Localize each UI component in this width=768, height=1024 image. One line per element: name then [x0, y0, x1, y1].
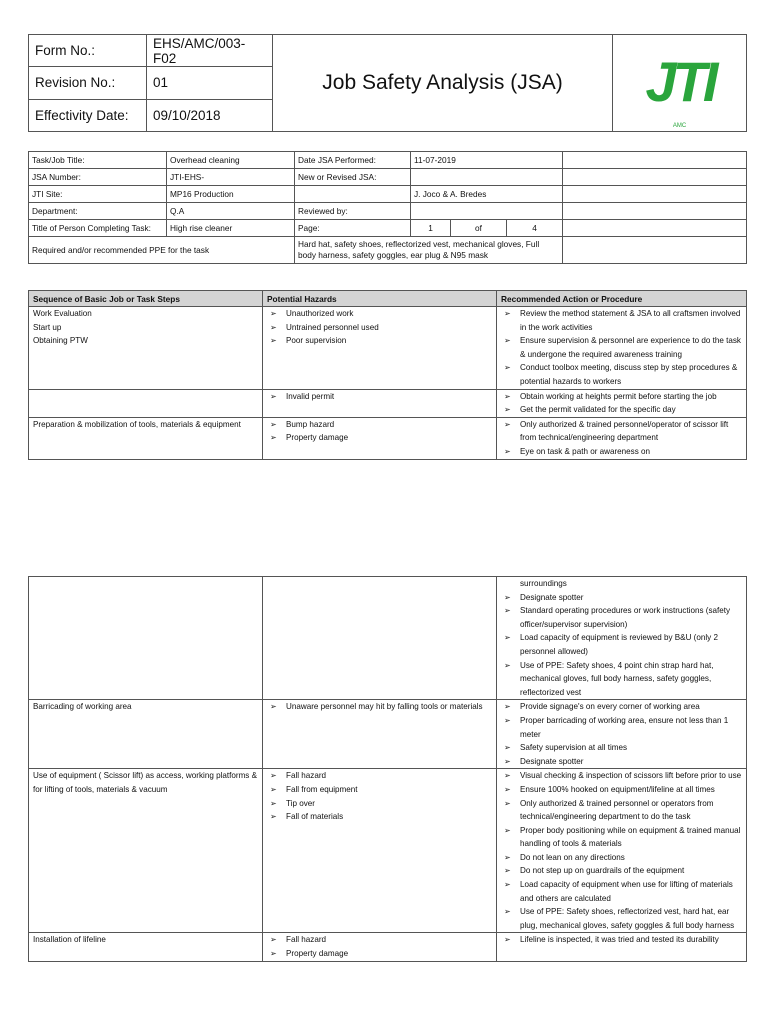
hazard-item-list — [267, 700, 492, 714]
blank-cell — [563, 186, 747, 203]
action-item: ➢ Review the method statement & JSA to all craftsmen involved in the work activities — [501, 307, 742, 334]
hazard-table-2 — [28, 576, 747, 962]
table-row — [29, 307, 747, 390]
task-step: Obtaining PTW — [33, 336, 88, 346]
hazard-cell — [263, 307, 497, 390]
task-title-label: Task/Job Title: — [29, 152, 167, 169]
blank-cell — [563, 203, 747, 220]
action-item-list — [501, 390, 742, 417]
table-row — [29, 769, 747, 933]
hazard-item: ➢ Bump hazard — [267, 418, 492, 432]
task-step: Barricading of working area — [33, 702, 132, 712]
blank-cell — [295, 186, 411, 203]
action-item: ➢ Load capacity of equipment is reviewed by B&U (only 2 personnel allowed) — [501, 631, 742, 658]
ppe-value: Hard hat, safety shoes, reflectorized vest, mechanical gloves, Full body harness, safety goggles, ear plug & N95 mask — [295, 237, 563, 264]
col-header-steps: Sequence of Basic Job or Task Steps — [29, 291, 263, 307]
blank-cell — [563, 169, 747, 186]
action-item: ➢ Lifeline is inspected, it was tried and tested its durability — [501, 933, 742, 947]
reviewed-value — [411, 203, 563, 220]
col-header-hazards: Potential Hazards — [263, 291, 497, 307]
table-row — [29, 389, 747, 417]
department-label: Department: — [29, 203, 167, 220]
action-item: ➢ Use of PPE: Safety shoes, reflectorized vest, hard hat, ear plug, mechanical gloves, safety goggles & full body harness — [501, 905, 742, 932]
table-row — [29, 700, 747, 769]
effectivity-label: Effectivity Date: — [29, 99, 147, 131]
action-cell — [497, 307, 747, 390]
task-step-cell — [29, 389, 263, 417]
action-item: ➢ Eye on task & path or awareness on — [501, 445, 742, 459]
action-item-list — [501, 418, 742, 459]
task-step-cell — [29, 307, 263, 390]
task-step-cell — [29, 769, 263, 933]
action-cell — [497, 389, 747, 417]
action-item: ➢ Do not step up on guardrails of the equipment — [501, 864, 742, 878]
form-header — [28, 34, 747, 132]
task-step: Use of equipment ( Scissor lift) as access, working platforms & for lifting of tools, materials & vacuum — [33, 771, 258, 794]
col-header-actions: Recommended Action or Procedure — [497, 291, 747, 307]
action-cell — [497, 769, 747, 933]
action-item-list — [501, 769, 742, 932]
task-step: Installation of lifeline — [33, 935, 106, 945]
table-row — [29, 417, 747, 459]
form-no-label: Form No.: — [29, 35, 147, 67]
form-no-value: EHS/AMC/003-F02 — [147, 35, 273, 67]
jti-logo-text: JTI — [645, 50, 714, 113]
action-item: ➢ Visual checking & inspection of scissors lift before prior to use — [501, 769, 742, 783]
new-revised-label: New or Revised JSA: — [295, 169, 411, 186]
action-cell — [497, 700, 747, 769]
action-item: ➢ Designate spotter — [501, 591, 742, 605]
action-item: ➢ Ensure supervision & personnel are experience to do the task & undergone the required awareness training — [501, 334, 742, 361]
ppe-label: Required and/or recommended PPE for the task — [29, 237, 295, 264]
hazard-item: ➢ Fall of materials — [267, 810, 492, 824]
effectivity-value: 09/10/2018 — [147, 99, 273, 131]
hazard-item: ➢ Tip over — [267, 797, 492, 811]
date-label: Date JSA Performed: — [295, 152, 411, 169]
action-item: ➢ Only authorized & trained personnel or operators from technical/engineering department to do the task — [501, 797, 742, 824]
hazard-item: ➢ Fall from equipment — [267, 783, 492, 797]
jti-site-label: JTI Site: — [29, 186, 167, 203]
blank-cell — [563, 152, 747, 169]
hazard-item: ➢ Property damage — [267, 947, 492, 961]
logo-subtitle: AMC — [672, 123, 687, 129]
page-number: 1 — [411, 220, 451, 237]
hazard-cell — [263, 577, 497, 700]
jsa-number-value: JTI-EHS- — [167, 169, 295, 186]
hazard-item-list — [267, 769, 492, 823]
action-cell — [497, 933, 747, 961]
department-value: Q.A — [167, 203, 295, 220]
task-step: Start up — [33, 322, 62, 332]
action-item: ➢ Use of PPE: Safety shoes, 4 point chin strap hard hat, mechanical gloves, full body harness, safety goggles, reflectorized vest — [501, 659, 742, 700]
action-item: ➢ Conduct toolbox meeting, discuss step by step procedures & potential hazards to workers — [501, 361, 742, 388]
table-row — [29, 933, 747, 961]
action-item-list — [501, 307, 742, 389]
task-step-cell — [29, 700, 263, 769]
jsa-number-label: JSA Number: — [29, 169, 167, 186]
hazard-item: ➢ Invalid permit — [267, 390, 492, 404]
hazard-cell — [263, 769, 497, 933]
action-item-list — [501, 700, 742, 768]
page-label: Page: — [295, 220, 411, 237]
reviewed-label: Reviewed by: — [295, 203, 411, 220]
hazard-cell — [263, 933, 497, 961]
performers-value: J. Joco & A. Bredes — [411, 186, 563, 203]
hazard-item-list — [267, 933, 492, 960]
page-total: 4 — [507, 220, 563, 237]
task-step-cell — [29, 417, 263, 459]
action-item: ➢ Get the permit validated for the specific day — [501, 403, 742, 417]
date-value: 11-07-2019 — [411, 152, 563, 169]
task-step-cell — [29, 577, 263, 700]
task-step: Preparation & mobilization of tools, materials & equipment — [33, 419, 241, 429]
hazard-item: ➢ Unauthorized work — [267, 307, 492, 321]
hazard-item: ➢ Property damage — [267, 431, 492, 445]
action-cell — [497, 417, 747, 459]
hazard-item: ➢ Fall hazard — [267, 933, 492, 947]
action-item: ➢ Standard operating procedures or work instructions (safety officer/supervisor supervision) — [501, 604, 742, 631]
title-person-label: Title of Person Completing Task: — [29, 220, 167, 237]
revision-label: Revision No.: — [29, 67, 147, 99]
title-person-value: High rise cleaner — [167, 220, 295, 237]
hazard-item: ➢ Fall hazard — [267, 769, 492, 783]
hazard-item-list — [267, 418, 492, 445]
hazard-item: ➢ Unaware personnel may hit by falling tools or materials — [267, 700, 492, 714]
blank-cell — [563, 237, 747, 264]
action-item: ➢ Designate spotter — [501, 755, 742, 769]
hazard-table-1 — [28, 290, 747, 460]
revision-value: 01 — [147, 67, 273, 99]
action-item: ➢ Proper body positioning while on equipment & trained manual handling of tools & materials — [501, 824, 742, 851]
hazard-item: ➢ Poor supervision — [267, 334, 492, 348]
task-info-table — [28, 151, 747, 264]
hazard-cell — [263, 389, 497, 417]
hazard-cell — [263, 417, 497, 459]
logo-cell — [613, 35, 747, 132]
blank-cell — [563, 220, 747, 237]
action-item: ➢ Safety supervision at all times — [501, 741, 742, 755]
page-of: of — [451, 220, 507, 237]
jti-logo-icon — [640, 35, 720, 117]
action-item-list — [501, 933, 742, 947]
action-item: ➢ Do not lean on any directions — [501, 851, 742, 865]
action-continuation: surroundings — [520, 579, 567, 588]
hazard-cell — [263, 700, 497, 769]
jti-site-value: MP16 Production — [167, 186, 295, 203]
action-item: ➢ Provide signage's on every corner of working area — [501, 700, 742, 714]
action-item: ➢ Ensure 100% hooked on equipment/lifeline at all times — [501, 783, 742, 797]
hazard-item: ➢ Untrained personnel used — [267, 321, 492, 335]
action-item: ➢ Only authorized & trained personnel/operator of scissor lift from technical/engineering department — [501, 418, 742, 445]
action-cell — [497, 577, 747, 700]
action-item: ➢ Load capacity of equipment when use for lifting of materials and others are calculated — [501, 878, 742, 905]
task-step-cell — [29, 933, 263, 961]
new-revised-value — [411, 169, 563, 186]
action-item: ➢ Proper barricading of working area, ensure not less than 1 meter — [501, 714, 742, 741]
action-item: ➢ Obtain working at heights permit before starting the job — [501, 390, 742, 404]
document-title: Job Safety Analysis (JSA) — [273, 35, 613, 132]
table-row — [29, 577, 747, 700]
hazard-item-list — [267, 390, 492, 404]
action-item-list — [501, 591, 742, 700]
task-title-value: Overhead cleaning — [167, 152, 295, 169]
task-step: Work Evaluation — [33, 309, 92, 318]
hazard-item-list — [267, 307, 492, 348]
jti-logo — [640, 35, 720, 131]
